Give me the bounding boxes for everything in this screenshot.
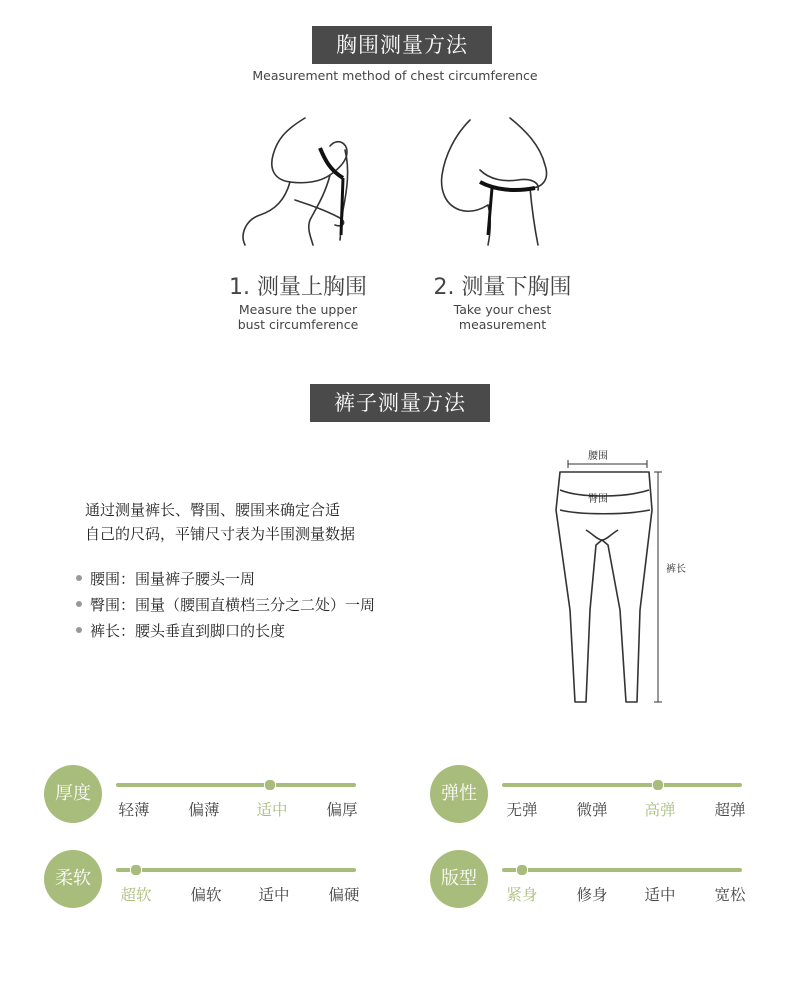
bullet-dot [76, 601, 82, 607]
scale-elasticity-option-3: 高弹 [644, 801, 676, 819]
upper-bust-illustration [235, 110, 385, 250]
scale-softness-label: 柔软 [44, 850, 102, 908]
scale-softness-option-2: 偏软 [190, 886, 222, 904]
pants-diagram [550, 440, 700, 715]
step-1-sub-line-2: bust circumference [237, 317, 359, 332]
step-1-title: 1. 测量上胸围 [229, 275, 367, 300]
pants-label-hip: 臀围 [588, 494, 608, 505]
scale-softness-option-4: 偏硬 [328, 886, 360, 904]
scale-thickness-option-1: 轻薄 [118, 801, 150, 819]
scale-fit [430, 850, 750, 910]
bullet-dot [76, 627, 82, 633]
scale-thickness-option-4: 偏厚 [326, 801, 358, 819]
scale-thickness-track [116, 783, 356, 787]
scale-softness-option-3: 适中 [258, 886, 290, 904]
scale-fit-option-3: 适中 [644, 886, 676, 904]
pants-description-line-1: 通过测量裤长、臀围、腰围来确定合适 [85, 501, 341, 519]
scale-fit-option-4: 宽松 [714, 886, 746, 904]
scale-elasticity-track [502, 783, 742, 787]
bullet-hip [76, 592, 496, 618]
step-2-sub-line-2: measurement [458, 317, 547, 332]
bullet-hip-text: 臀围：围量（腰围直横档三分之二处）一周 [90, 596, 376, 614]
bullet-waist-text: 腰围：围量裤子腰头一周 [90, 570, 256, 588]
scale-fit-option-2: 修身 [576, 886, 608, 904]
bullet-length-text: 裤长：腰头垂直到脚口的长度 [90, 622, 286, 640]
chest-section-title: 胸围测量方法 [312, 26, 492, 64]
pants-description-line-2: 自己的尺码，平铺尺寸表为半围测量数据 [85, 525, 356, 543]
scale-softness-option-1: 超软 [120, 886, 152, 904]
scale-elasticity [430, 765, 750, 825]
scale-softness-knob [130, 864, 142, 876]
pants-section-title: 裤子测量方法 [310, 384, 490, 422]
scale-elasticity-option-4: 超弹 [714, 801, 746, 819]
pants-label-waist: 腰围 [588, 451, 608, 462]
scale-fit-label: 版型 [430, 850, 488, 908]
scale-elasticity-label: 弹性 [430, 765, 488, 823]
step-2-title: 2. 测量下胸围 [433, 275, 572, 300]
scale-elasticity-knob [652, 779, 664, 791]
scale-thickness-label: 厚度 [44, 765, 102, 823]
scale-softness-track [116, 868, 356, 872]
scale-fit-track [502, 868, 742, 872]
scale-fit-option-1: 紧身 [506, 886, 538, 904]
step-2-sub-line-1: Take your chest [453, 302, 552, 317]
under-bust-illustration [430, 110, 580, 250]
scale-thickness-option-2: 偏薄 [188, 801, 220, 819]
scale-elasticity-option-1: 无弹 [506, 801, 538, 819]
bullet-dot [76, 575, 82, 581]
scale-thickness-knob [264, 779, 276, 791]
scale-thickness-option-3: 适中 [256, 801, 288, 819]
bullet-length [76, 618, 496, 644]
pants-label-length: 裤长 [666, 564, 686, 575]
step-1-sub-line-1: Measure the upper [238, 302, 358, 317]
scale-elasticity-option-2: 微弹 [576, 801, 608, 819]
scale-softness [44, 850, 364, 910]
bullet-waist [76, 566, 496, 592]
scale-thickness [44, 765, 364, 825]
chest-section-subtitle: Measurement method of chest circumference [252, 68, 538, 83]
scale-fit-knob [516, 864, 528, 876]
